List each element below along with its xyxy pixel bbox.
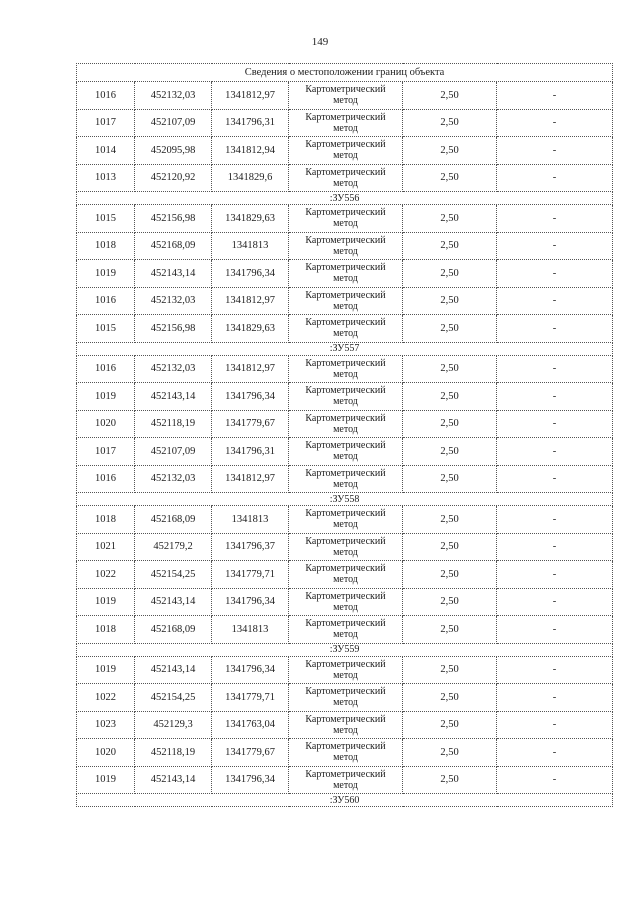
point-number-cell: 1021	[77, 533, 135, 561]
x-coordinate-cell: 452168,09	[135, 232, 212, 260]
table-row	[77, 137, 613, 165]
point-number-cell: 1014	[77, 137, 135, 165]
x-coordinate-cell: 452118,19	[135, 739, 212, 767]
section-row	[77, 342, 613, 355]
point-number-cell: 1016	[77, 465, 135, 493]
method-cell	[289, 164, 403, 192]
method-text: Картометрический	[305, 768, 386, 780]
method-text: метод	[333, 368, 358, 380]
accuracy-cell: 2,50	[403, 205, 497, 233]
note-cell: -	[497, 588, 613, 616]
method-cell	[289, 109, 403, 137]
method-text: Картометрический	[305, 385, 386, 397]
method-cell	[289, 506, 403, 534]
accuracy-cell: 2,50	[403, 656, 497, 684]
point-number-cell: 1018	[77, 232, 135, 260]
method-text: метод	[333, 697, 358, 709]
accuracy-cell: 2,50	[403, 287, 497, 315]
method-cell	[289, 137, 403, 165]
method-cell	[289, 739, 403, 767]
method-text: Картометрический	[305, 357, 386, 369]
method-cell	[289, 260, 403, 288]
method-text: Картометрический	[305, 111, 386, 123]
x-coordinate-cell: 452132,03	[135, 82, 212, 110]
table-row	[77, 232, 613, 260]
y-coordinate-cell: 1341812,97	[212, 465, 289, 493]
method-text: Картометрический	[305, 563, 386, 575]
x-coordinate-cell: 452107,09	[135, 109, 212, 137]
method-text: Картометрический	[305, 618, 386, 630]
x-coordinate-cell: 452132,03	[135, 465, 212, 493]
note-cell: -	[497, 656, 613, 684]
method-text: метод	[333, 396, 358, 408]
y-coordinate-cell: 1341779,67	[212, 739, 289, 767]
method-text: метод	[333, 451, 358, 463]
accuracy-cell: 2,50	[403, 260, 497, 288]
method-text: метод	[333, 519, 358, 531]
accuracy-cell: 2,50	[403, 355, 497, 383]
x-coordinate-cell: 452129,3	[135, 711, 212, 739]
method-text: Картометрический	[305, 289, 386, 301]
note-cell: -	[497, 137, 613, 165]
y-coordinate-cell: 1341763,04	[212, 711, 289, 739]
accuracy-cell: 2,50	[403, 766, 497, 794]
x-coordinate-cell: 452168,09	[135, 506, 212, 534]
method-text: метод	[333, 218, 358, 230]
point-number-cell: 1018	[77, 506, 135, 534]
method-text: Картометрический	[305, 139, 386, 151]
x-coordinate-cell: 452154,25	[135, 561, 212, 589]
table-row	[77, 465, 613, 493]
x-coordinate-cell: 452143,14	[135, 656, 212, 684]
table-row	[77, 82, 613, 110]
method-text: метод	[333, 150, 358, 162]
method-cell	[289, 465, 403, 493]
accuracy-cell: 2,50	[403, 232, 497, 260]
table-row	[77, 533, 613, 561]
table-header: Сведения о местоположении границ объекта	[77, 64, 613, 82]
point-number-cell: 1019	[77, 656, 135, 684]
y-coordinate-cell: 1341813	[212, 506, 289, 534]
point-number-cell: 1019	[77, 766, 135, 794]
table-row	[77, 739, 613, 767]
note-cell: -	[497, 164, 613, 192]
point-number-cell: 1013	[77, 164, 135, 192]
point-number-cell: 1016	[77, 287, 135, 315]
note-cell: -	[497, 533, 613, 561]
x-coordinate-cell: 452107,09	[135, 438, 212, 466]
table-row	[77, 711, 613, 739]
y-coordinate-cell: 1341796,34	[212, 383, 289, 411]
note-cell: -	[497, 410, 613, 438]
note-cell: -	[497, 383, 613, 411]
method-text: метод	[333, 752, 358, 764]
method-text: метод	[333, 724, 358, 736]
x-coordinate-cell: 452095,98	[135, 137, 212, 165]
note-cell: -	[497, 561, 613, 589]
table-row	[77, 506, 613, 534]
accuracy-cell: 2,50	[403, 506, 497, 534]
x-coordinate-cell: 452154,25	[135, 684, 212, 712]
section-label: :ЗУ559	[77, 643, 613, 656]
table-row	[77, 684, 613, 712]
x-coordinate-cell: 452120,92	[135, 164, 212, 192]
accuracy-cell: 2,50	[403, 82, 497, 110]
section-row	[77, 192, 613, 205]
accuracy-cell: 2,50	[403, 164, 497, 192]
section-row	[77, 493, 613, 506]
table-row	[77, 383, 613, 411]
method-cell	[289, 684, 403, 712]
y-coordinate-cell: 1341812,94	[212, 137, 289, 165]
method-text: Картометрический	[305, 508, 386, 520]
note-cell: -	[497, 506, 613, 534]
method-text: метод	[333, 669, 358, 681]
y-coordinate-cell: 1341829,63	[212, 205, 289, 233]
method-cell	[289, 232, 403, 260]
method-text: метод	[333, 546, 358, 558]
note-cell: -	[497, 205, 613, 233]
method-text: Картометрический	[305, 440, 386, 452]
note-cell: -	[497, 232, 613, 260]
x-coordinate-cell: 452143,14	[135, 260, 212, 288]
method-text: метод	[333, 177, 358, 189]
table-row	[77, 656, 613, 684]
x-coordinate-cell: 452156,98	[135, 315, 212, 343]
table-row	[77, 260, 613, 288]
x-coordinate-cell: 452143,14	[135, 588, 212, 616]
accuracy-cell: 2,50	[403, 684, 497, 712]
note-cell: -	[497, 260, 613, 288]
table-row	[77, 315, 613, 343]
section-label: :ЗУ558	[77, 493, 613, 506]
table-row	[77, 109, 613, 137]
method-text: метод	[333, 601, 358, 613]
y-coordinate-cell: 1341812,97	[212, 355, 289, 383]
method-text: Картометрический	[305, 686, 386, 698]
y-coordinate-cell: 1341779,71	[212, 684, 289, 712]
y-coordinate-cell: 1341813	[212, 616, 289, 644]
point-number-cell: 1015	[77, 205, 135, 233]
y-coordinate-cell: 1341796,34	[212, 656, 289, 684]
method-cell	[289, 533, 403, 561]
method-text: метод	[333, 629, 358, 641]
point-number-cell: 1019	[77, 383, 135, 411]
y-coordinate-cell: 1341796,34	[212, 588, 289, 616]
note-cell: -	[497, 82, 613, 110]
method-text: Картометрический	[305, 590, 386, 602]
method-text: Картометрический	[305, 658, 386, 670]
point-number-cell: 1020	[77, 739, 135, 767]
accuracy-cell: 2,50	[403, 465, 497, 493]
note-cell: -	[497, 711, 613, 739]
table-row	[77, 616, 613, 644]
point-number-cell: 1022	[77, 561, 135, 589]
method-cell	[289, 766, 403, 794]
y-coordinate-cell: 1341796,37	[212, 533, 289, 561]
method-text: Картометрический	[305, 262, 386, 274]
method-text: Картометрический	[305, 535, 386, 547]
table-row	[77, 355, 613, 383]
table-row	[77, 561, 613, 589]
note-cell: -	[497, 438, 613, 466]
point-number-cell: 1019	[77, 588, 135, 616]
accuracy-cell: 2,50	[403, 739, 497, 767]
method-text: Картометрический	[305, 467, 386, 479]
y-coordinate-cell: 1341779,67	[212, 410, 289, 438]
y-coordinate-cell: 1341779,71	[212, 561, 289, 589]
note-cell: -	[497, 109, 613, 137]
method-cell	[289, 287, 403, 315]
method-cell	[289, 561, 403, 589]
y-coordinate-cell: 1341829,6	[212, 164, 289, 192]
note-cell: -	[497, 287, 613, 315]
x-coordinate-cell: 452143,14	[135, 766, 212, 794]
method-text: Картометрический	[305, 412, 386, 424]
x-coordinate-cell: 452132,03	[135, 355, 212, 383]
point-number-cell: 1016	[77, 355, 135, 383]
section-row	[77, 794, 613, 807]
note-cell: -	[497, 465, 613, 493]
method-text: метод	[333, 478, 358, 490]
method-text: Картометрический	[305, 234, 386, 246]
x-coordinate-cell: 452143,14	[135, 383, 212, 411]
method-text: Картометрический	[305, 317, 386, 329]
method-text: метод	[333, 574, 358, 586]
y-coordinate-cell: 1341829,63	[212, 315, 289, 343]
note-cell: -	[497, 684, 613, 712]
table-row	[77, 766, 613, 794]
method-text: Картометрический	[305, 713, 386, 725]
x-coordinate-cell: 452118,19	[135, 410, 212, 438]
method-text: метод	[333, 328, 358, 340]
method-text: метод	[333, 245, 358, 257]
x-coordinate-cell: 452156,98	[135, 205, 212, 233]
accuracy-cell: 2,50	[403, 109, 497, 137]
y-coordinate-cell: 1341812,97	[212, 82, 289, 110]
y-coordinate-cell: 1341796,34	[212, 260, 289, 288]
accuracy-cell: 2,50	[403, 410, 497, 438]
method-text: метод	[333, 300, 358, 312]
method-text: метод	[333, 122, 358, 134]
y-coordinate-cell: 1341796,34	[212, 766, 289, 794]
table-row	[77, 438, 613, 466]
point-number-cell: 1017	[77, 438, 135, 466]
method-cell	[289, 410, 403, 438]
boundary-table	[76, 63, 613, 807]
section-label: :ЗУ556	[77, 192, 613, 205]
accuracy-cell: 2,50	[403, 137, 497, 165]
method-text: метод	[333, 95, 358, 107]
y-coordinate-cell: 1341812,97	[212, 287, 289, 315]
table-row	[77, 164, 613, 192]
method-cell	[289, 656, 403, 684]
table-row	[77, 588, 613, 616]
method-cell	[289, 315, 403, 343]
method-text: Картометрический	[305, 166, 386, 178]
note-cell: -	[497, 355, 613, 383]
section-label: :ЗУ560	[77, 794, 613, 807]
table-header-row	[77, 64, 613, 82]
page-number: 149	[311, 36, 329, 48]
point-number-cell: 1019	[77, 260, 135, 288]
accuracy-cell: 2,50	[403, 588, 497, 616]
point-number-cell: 1022	[77, 684, 135, 712]
accuracy-cell: 2,50	[403, 315, 497, 343]
method-cell	[289, 588, 403, 616]
point-number-cell: 1023	[77, 711, 135, 739]
y-coordinate-cell: 1341796,31	[212, 438, 289, 466]
method-cell	[289, 82, 403, 110]
point-number-cell: 1017	[77, 109, 135, 137]
method-text: Картометрический	[305, 741, 386, 753]
method-cell	[289, 438, 403, 466]
accuracy-cell: 2,50	[403, 438, 497, 466]
point-number-cell: 1020	[77, 410, 135, 438]
point-number-cell: 1015	[77, 315, 135, 343]
method-cell	[289, 355, 403, 383]
point-number-cell: 1016	[77, 82, 135, 110]
method-text: метод	[333, 423, 358, 435]
method-text: метод	[333, 779, 358, 791]
note-cell: -	[497, 739, 613, 767]
accuracy-cell: 2,50	[403, 533, 497, 561]
x-coordinate-cell: 452132,03	[135, 287, 212, 315]
method-cell	[289, 616, 403, 644]
method-text: метод	[333, 273, 358, 285]
accuracy-cell: 2,50	[403, 711, 497, 739]
table-row	[77, 205, 613, 233]
y-coordinate-cell: 1341813	[212, 232, 289, 260]
point-number-cell: 1018	[77, 616, 135, 644]
method-text: Картометрический	[305, 207, 386, 219]
table-row	[77, 287, 613, 315]
y-coordinate-cell: 1341796,31	[212, 109, 289, 137]
accuracy-cell: 2,50	[403, 561, 497, 589]
section-row	[77, 643, 613, 656]
note-cell: -	[497, 616, 613, 644]
table-row	[77, 410, 613, 438]
note-cell: -	[497, 766, 613, 794]
accuracy-cell: 2,50	[403, 616, 497, 644]
method-text: Картометрический	[305, 84, 386, 96]
accuracy-cell: 2,50	[403, 383, 497, 411]
x-coordinate-cell: 452168,09	[135, 616, 212, 644]
boundary-table-body	[77, 64, 613, 807]
x-coordinate-cell: 452179,2	[135, 533, 212, 561]
section-label: :ЗУ557	[77, 342, 613, 355]
method-cell	[289, 205, 403, 233]
note-cell: -	[497, 315, 613, 343]
method-cell	[289, 383, 403, 411]
method-cell	[289, 711, 403, 739]
